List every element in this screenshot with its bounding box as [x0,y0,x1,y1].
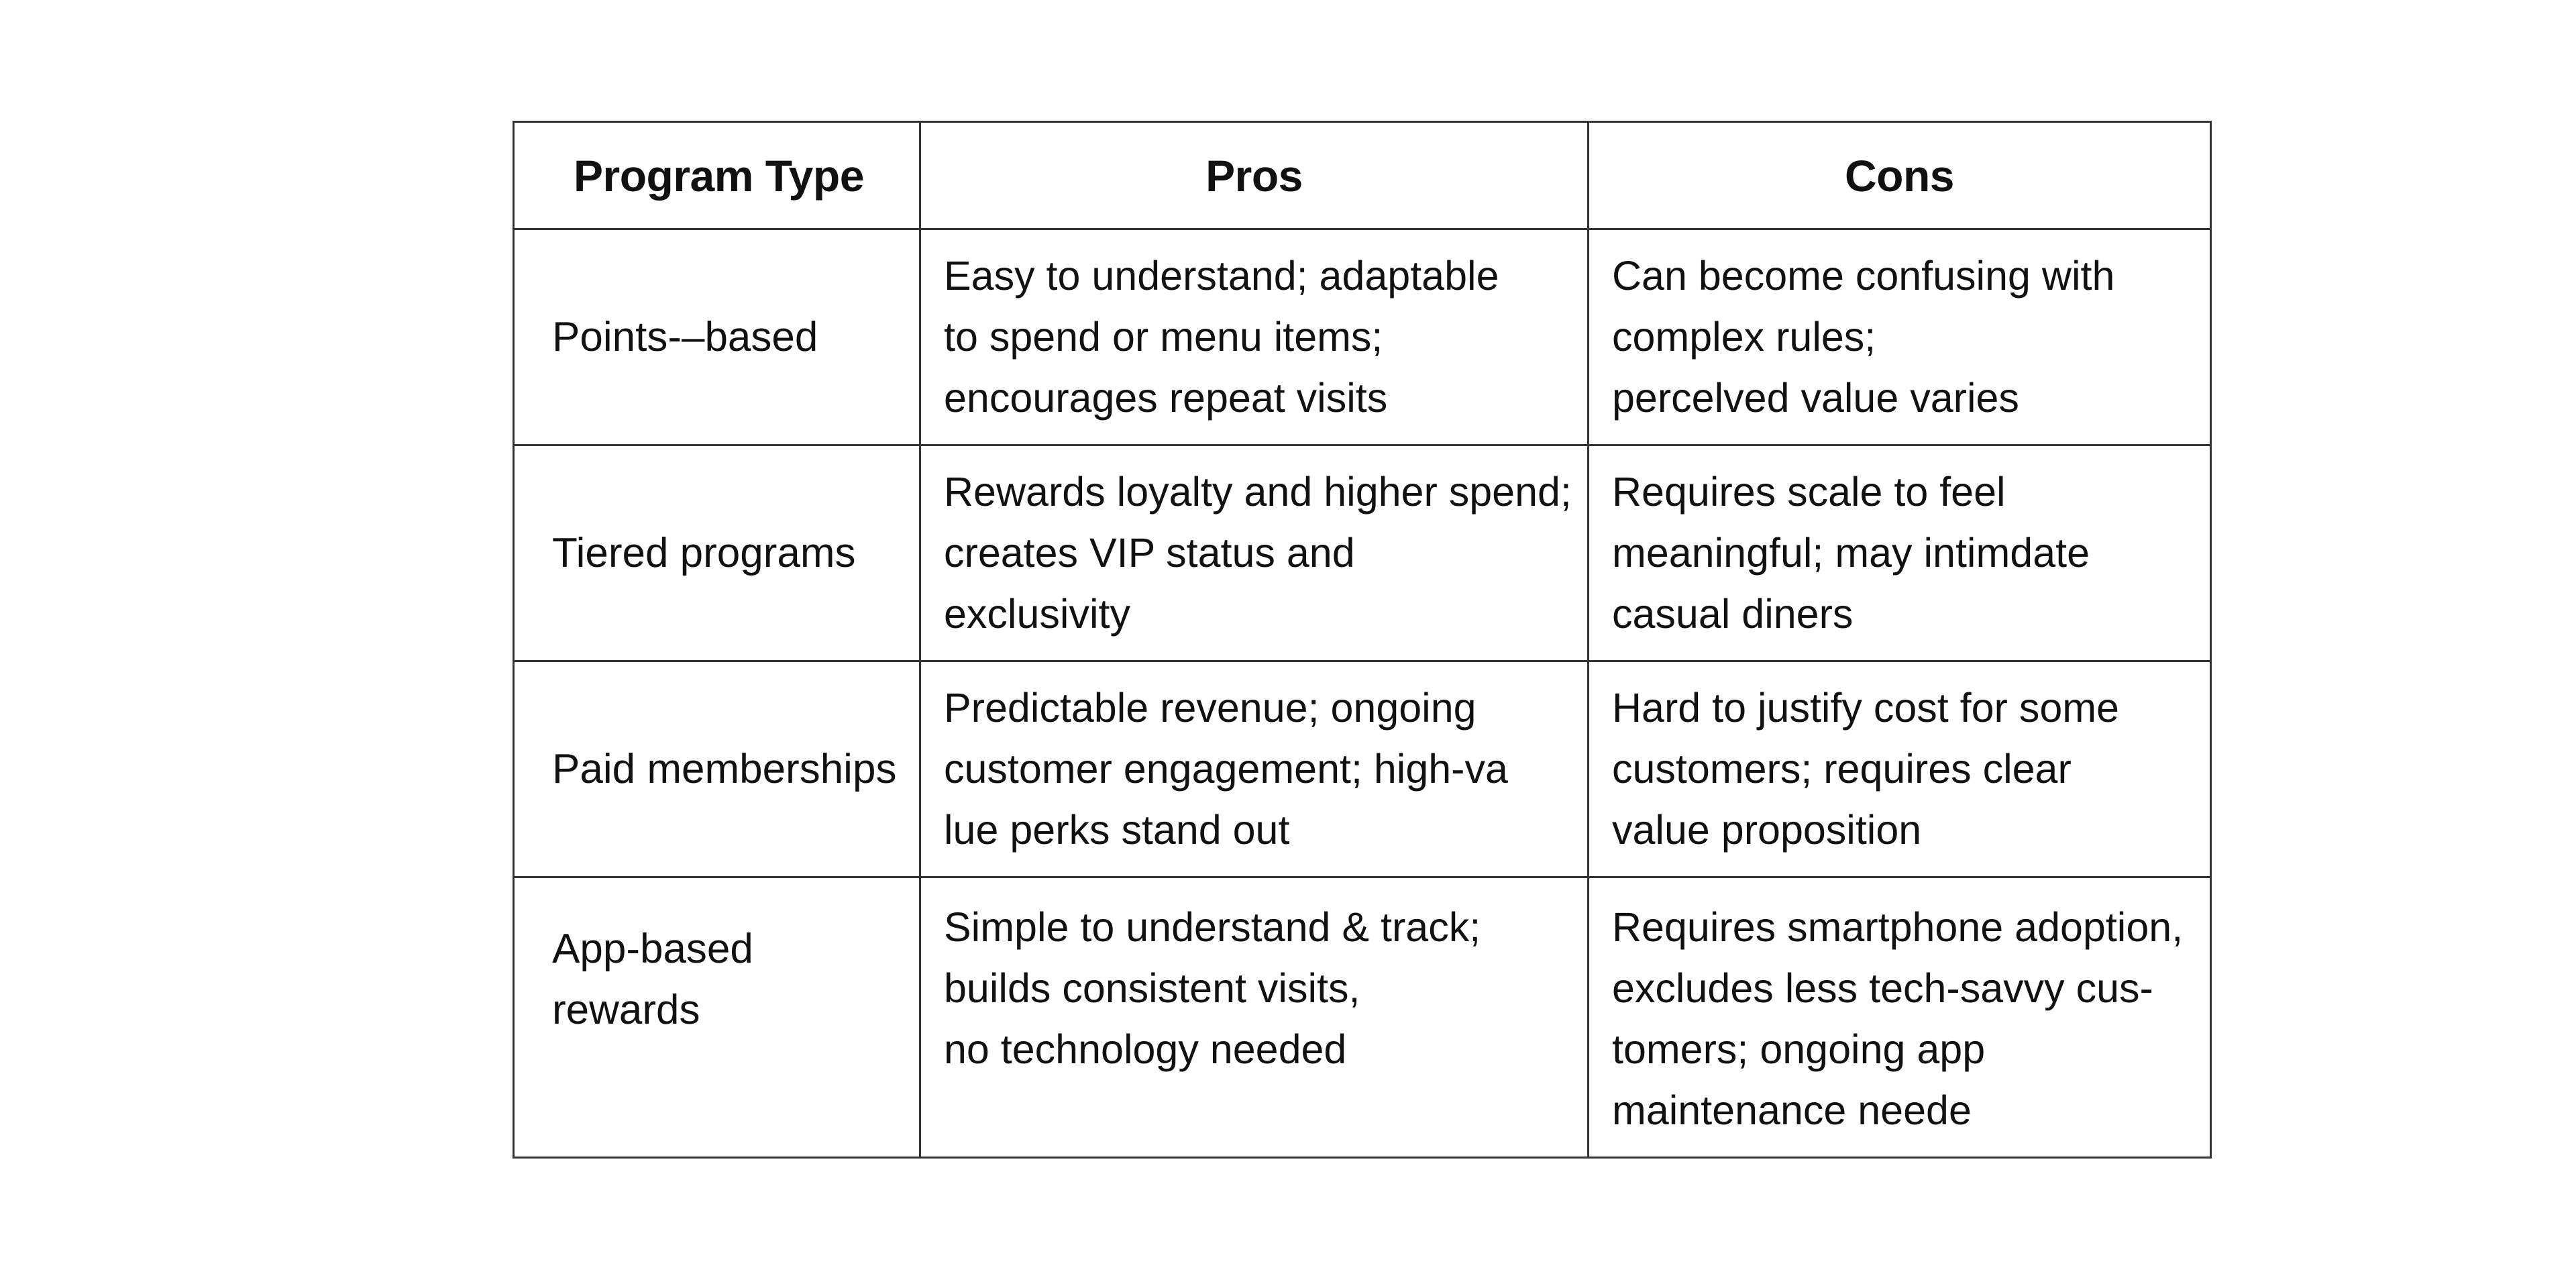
header-program-type: Program Type [514,122,920,229]
cons-cell: Requires smartphone adoption, excludes less tech-savvy cus- tomers; ongoing app maintenance neede [1589,877,2211,1158]
program-type-cell: Paid memberships [514,661,920,877]
table-body [514,229,2211,1158]
program-type-cell: Tiered programs [514,445,920,661]
pros-cell: Easy to understand; adaptable to spend or menu items; encourages repeat visits [920,229,1589,445]
comparison-table [513,121,2212,1159]
cons-cell: Hard to justify cost for some customers; requires clear value proposition [1589,661,2211,877]
pros-cell: Simple to understand & track; builds consistent visits, no technology needed [920,877,1589,1158]
program-type-cell: App-based rewards [514,877,920,1158]
table-row [514,229,2211,445]
table-row [514,877,2211,1158]
pros-cell: Predictable revenue; ongoing customer engagement; high-va lue perks stand out [920,661,1589,877]
table-row [514,661,2211,877]
table-header [514,122,2211,229]
program-type-cell: Points-–based [514,229,920,445]
header-cons: Cons [1589,122,2211,229]
table-row [514,445,2211,661]
pros-cell: Rewards loyalty and higher spend; creates VIP status and exclusivity [920,445,1589,661]
header-pros: Pros [920,122,1589,229]
header-row [514,122,2211,229]
cons-cell: Can become confusing with complex rules; percelved value varies [1589,229,2211,445]
cons-cell: Requires scale to feel meaningful; may intimdate casual diners [1589,445,2211,661]
